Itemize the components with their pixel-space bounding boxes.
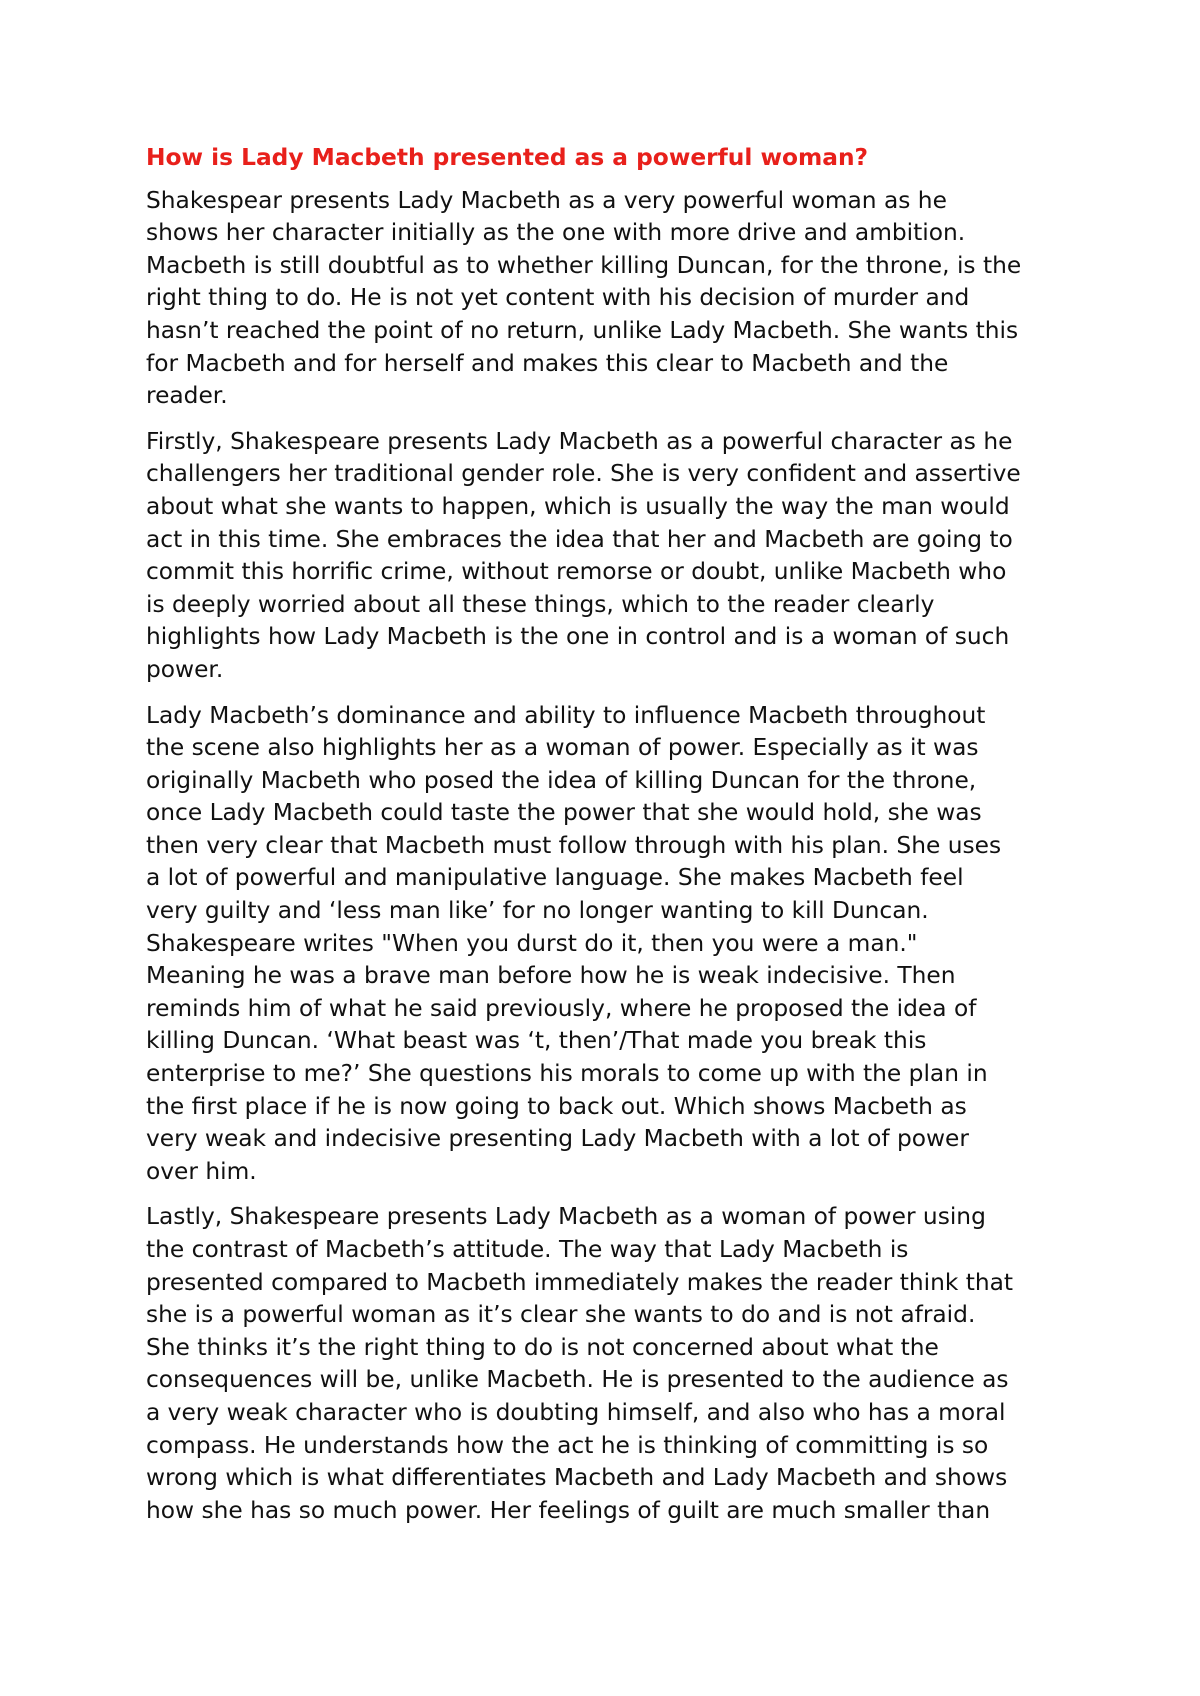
text-line: the scene also highlights her as a woman of power. Especially as it was [146, 734, 979, 762]
text-line: Macbeth is still doubtful as to whether killing Duncan, for the throne, is the [146, 251, 1022, 279]
text-line: Firstly, Shakespeare presents Lady Macbeth as a powerful character as he [146, 427, 1013, 455]
text-line: then very clear that Macbeth must follow through with his plan. She uses [146, 831, 1002, 859]
text-line: shows her character initially as the one with more drive and ambition. [146, 219, 966, 247]
text-line: commit this horrific crime, without remorse or doubt, unlike Macbeth who [146, 558, 1007, 586]
text-line: the contrast of Macbeth’s attitude. The way that Lady Macbeth is [146, 1236, 909, 1263]
text-line: reader. [146, 382, 228, 410]
text-line: compass. He understands how the act he is thinking of committing is so [146, 1431, 989, 1459]
body-paragraph [146, 185, 1076, 413]
text-line: reminds him of what he said previously, where he proposed the idea of [146, 994, 977, 1022]
text-line: very guilty and ‘less man like’ for no longer wanting to kill Duncan. [146, 897, 929, 925]
text-line: over him. [146, 1157, 257, 1185]
text-line: hasn’t reached the point of no return, unlike Lady Macbeth. She wants this [146, 316, 1019, 344]
text-line: challengers her traditional gender role. She is very confident and assertive [146, 460, 1021, 488]
text-line: Shakespeare writes "When you durst do it, then you were a man." [146, 929, 918, 957]
text-line: how she has so much power. Her feelings of guilt are much smaller than [146, 1496, 991, 1524]
text-line: Lastly, Shakespeare presents Lady Macbeth as a woman of power using [146, 1203, 986, 1231]
text-line: once Lady Macbeth could taste the power that she would hold, she was [146, 799, 982, 827]
document-body [146, 142, 1076, 1540]
text-line: wrong which is what differentiates Macbeth and Lady Macbeth and shows [146, 1464, 1008, 1492]
body-paragraph [146, 1201, 1076, 1527]
text-line: consequences will be, unlike Macbeth. He is presented to the audience as [146, 1366, 1009, 1394]
text-line: a lot of powerful and manipulative language. She makes Macbeth feel [146, 864, 964, 892]
text-line: the first place if he is now going to back out. Which shows Macbeth as [146, 1092, 967, 1120]
text-line: originally Macbeth who posed the idea of killing Duncan for the throne, [146, 766, 977, 794]
text-line: Lady Macbeth’s dominance and ability to influence Macbeth throughout [146, 701, 986, 729]
body-paragraph [146, 426, 1076, 687]
text-line: she is a powerful woman as it’s clear she wants to do and is not afraid. [146, 1301, 976, 1329]
text-line: Shakespear presents Lady Macbeth as a very powerful woman as he [146, 186, 947, 214]
text-line: a very weak character who is doubting himself, and also who has a moral [146, 1398, 1006, 1426]
text-line: very weak and indecisive presenting Lady Macbeth with a lot of power [146, 1125, 969, 1153]
paragraph-list [146, 185, 1076, 1528]
document-title: How is Lady Macbeth presented as a powerful woman? [146, 144, 869, 171]
text-line: act in this time. She embraces the idea that her and Macbeth are going to [146, 525, 1013, 553]
text-line: is deeply worried about all these things, which to the reader clearly [146, 590, 935, 618]
body-paragraph [146, 700, 1076, 1189]
text-line: about what she wants to happen, which is usually the way the man would [146, 492, 1010, 520]
text-line: power. [146, 655, 224, 683]
text-line: She thinks it’s the right thing to do is not concerned about what the [146, 1333, 939, 1361]
text-line: for Macbeth and for herself and makes this clear to Macbeth and the [146, 349, 949, 377]
text-line: highlights how Lady Macbeth is the one in control and is a woman of such [146, 623, 1010, 651]
text-line: killing Duncan. ‘What beast was ‘t, then’/That made you break this [146, 1027, 927, 1055]
text-line: presented compared to Macbeth immediately makes the reader think that [146, 1268, 1014, 1296]
text-line: Meaning he was a brave man before how he is weak indecisive. Then [146, 962, 956, 990]
text-line: right thing to do. He is not yet content with his decision of murder and [146, 284, 970, 312]
text-line: enterprise to me?’ She questions his morals to come up with the plan in [146, 1060, 988, 1088]
